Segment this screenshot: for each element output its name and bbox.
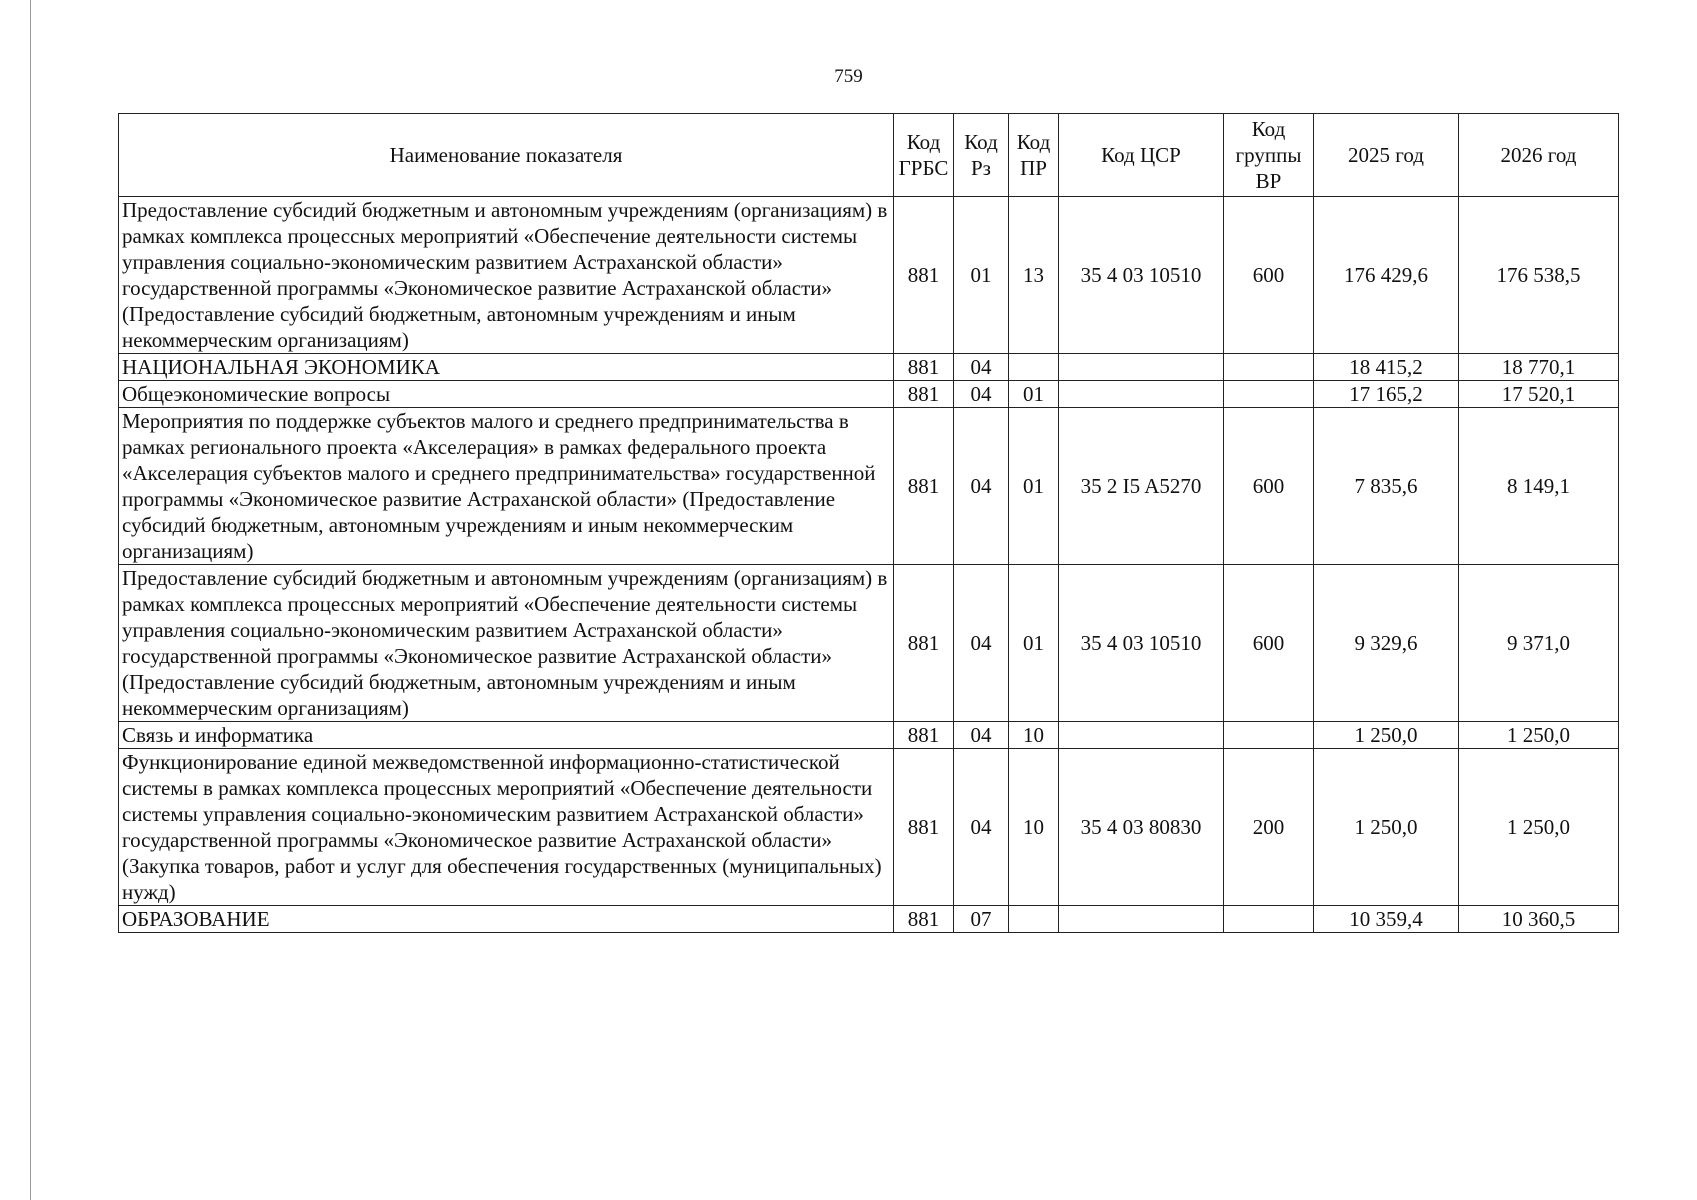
row-grbs: 881: [894, 354, 954, 381]
binding-line: [30, 0, 31, 1200]
row-name: Мероприятия по поддержке субъектов малого и среднего предпринимательства в рамках регионального проекта «Акселерация» в рамках федерального проекта «Акселерация субъектов малого и среднего предпринимательства» государственной программы «Экономическое развитие Астраханской области» (Предоставление субсидий бюджетным, автономным учреждениям и иным некоммерческим организациям): [119, 408, 894, 565]
row-grbs: 881: [894, 722, 954, 749]
row-grbs: 881: [894, 408, 954, 565]
row-2025: 17 165,2: [1314, 381, 1459, 408]
row-rz: 04: [954, 749, 1009, 906]
row-2026: 17 520,1: [1459, 381, 1619, 408]
row-name: ОБРАЗОВАНИЕ: [119, 906, 894, 933]
row-pr: [1009, 354, 1059, 381]
header-grbs: Код ГРБС: [894, 114, 954, 197]
row-pr: 10: [1009, 749, 1059, 906]
row-2026: 1 250,0: [1459, 722, 1619, 749]
header-2025: 2025 год: [1314, 114, 1459, 197]
row-grbs: 881: [894, 749, 954, 906]
row-grbs: 881: [894, 906, 954, 933]
table-row: [119, 749, 1619, 906]
row-vr: [1224, 722, 1314, 749]
row-rz: 04: [954, 722, 1009, 749]
row-2025: 9 329,6: [1314, 565, 1459, 722]
row-pr: 01: [1009, 381, 1059, 408]
row-name: Предоставление субсидий бюджетным и автономным учреждениям (организациям) в рамках комплекса процессных мероприятий «Обеспечение деятельности системы управления социально-экономическим развитием Астраханской области» государственной программы «Экономическое развитие Астраханской области» (Предоставление субсидий бюджетным, автономным учреждениям и иным некоммерческим организациям): [119, 565, 894, 722]
table-row: [119, 906, 1619, 933]
row-name: Предоставление субсидий бюджетным и автономным учреждениям (организациям) в рамках комплекса процессных мероприятий «Обеспечение деятельности системы управления социально-экономическим развитием Астраханской области» государственной программы «Экономическое развитие Астраханской области» (Предоставление субсидий бюджетным, автономным учреждениям и иным некоммерческим организациям): [119, 197, 894, 354]
row-pr: 13: [1009, 197, 1059, 354]
row-rz: 04: [954, 565, 1009, 722]
header-name: Наименование показателя: [119, 114, 894, 197]
table-row: [119, 354, 1619, 381]
table-row: [119, 722, 1619, 749]
row-2026: 1 250,0: [1459, 749, 1619, 906]
row-vr: [1224, 906, 1314, 933]
row-name: НАЦИОНАЛЬНАЯ ЭКОНОМИКА: [119, 354, 894, 381]
table-row: [119, 408, 1619, 565]
row-2025: 10 359,4: [1314, 906, 1459, 933]
row-csr: [1059, 381, 1224, 408]
row-pr: [1009, 906, 1059, 933]
row-vr: [1224, 354, 1314, 381]
header-vr: Код группы ВР: [1224, 114, 1314, 197]
header-2026: 2026 год: [1459, 114, 1619, 197]
row-2026: 18 770,1: [1459, 354, 1619, 381]
page-number: 759: [834, 66, 863, 87]
row-grbs: 881: [894, 381, 954, 408]
header-rz: Код Рз: [954, 114, 1009, 197]
row-2025: 18 415,2: [1314, 354, 1459, 381]
row-pr: 01: [1009, 408, 1059, 565]
row-vr: 600: [1224, 197, 1314, 354]
row-csr: [1059, 354, 1224, 381]
row-rz: 04: [954, 354, 1009, 381]
row-2025: 7 835,6: [1314, 408, 1459, 565]
table-row: [119, 197, 1619, 354]
row-2026: 10 360,5: [1459, 906, 1619, 933]
row-csr: 35 4 03 10510: [1059, 197, 1224, 354]
row-vr: 600: [1224, 408, 1314, 565]
row-rz: 01: [954, 197, 1009, 354]
row-name: Общеэкономические вопросы: [119, 381, 894, 408]
row-csr: 35 2 I5 A5270: [1059, 408, 1224, 565]
row-vr: 200: [1224, 749, 1314, 906]
row-2025: 176 429,6: [1314, 197, 1459, 354]
row-rz: 04: [954, 408, 1009, 565]
row-name: Связь и информатика: [119, 722, 894, 749]
row-2025: 1 250,0: [1314, 722, 1459, 749]
row-csr: 35 4 03 80830: [1059, 749, 1224, 906]
row-rz: 07: [954, 906, 1009, 933]
row-2026: 176 538,5: [1459, 197, 1619, 354]
header-csr: Код ЦСР: [1059, 114, 1224, 197]
row-csr: [1059, 906, 1224, 933]
row-2026: 8 149,1: [1459, 408, 1619, 565]
row-csr: [1059, 722, 1224, 749]
table-row: [119, 565, 1619, 722]
row-grbs: 881: [894, 197, 954, 354]
table-header-row: [119, 114, 1619, 197]
row-csr: 35 4 03 10510: [1059, 565, 1224, 722]
table-row: [119, 381, 1619, 408]
row-vr: 600: [1224, 565, 1314, 722]
row-rz: 04: [954, 381, 1009, 408]
row-pr: 10: [1009, 722, 1059, 749]
row-pr: 01: [1009, 565, 1059, 722]
header-pr: Код ПР: [1009, 114, 1059, 197]
row-2026: 9 371,0: [1459, 565, 1619, 722]
row-name: Функционирование единой межведомственной информационно-статистической системы в рамках комплекса процессных мероприятий «Обеспечение деятельности системы управления социально-экономическим развитием Астраханской области» государственной программы «Экономическое развитие Астраханской области» (Закупка товаров, работ и услуг для обеспечения государственных (муниципальных) нужд): [119, 749, 894, 906]
budget-table: [118, 113, 1619, 933]
row-2025: 1 250,0: [1314, 749, 1459, 906]
row-vr: [1224, 381, 1314, 408]
row-grbs: 881: [894, 565, 954, 722]
